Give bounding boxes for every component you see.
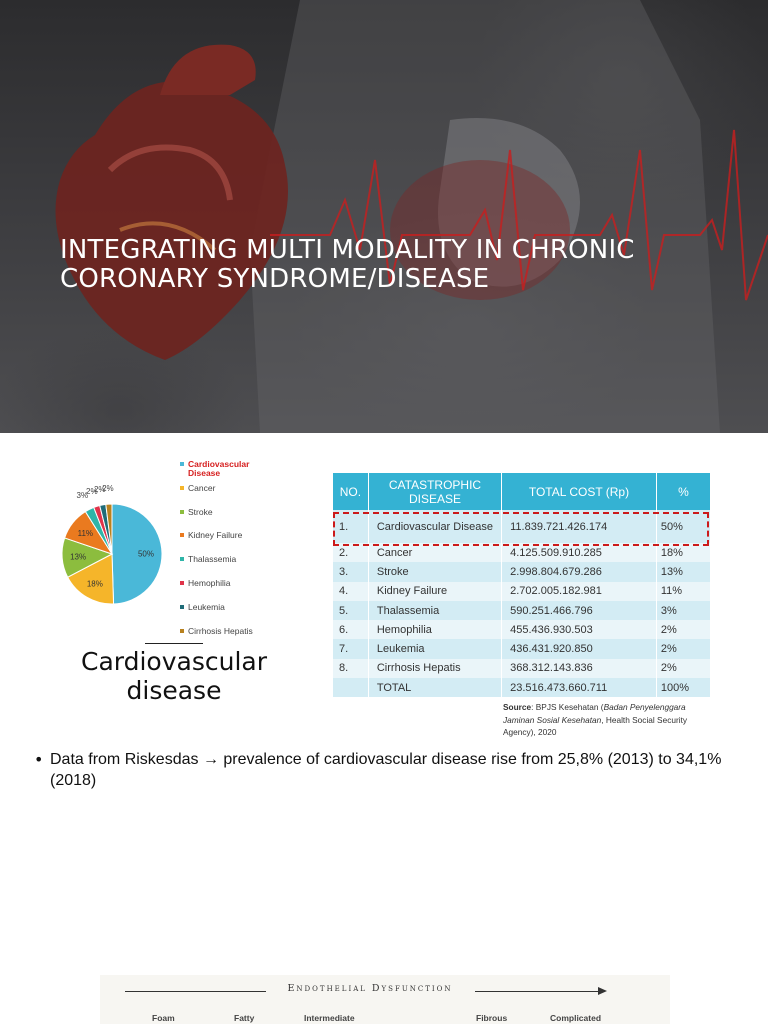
cost-table-wrapper (333, 473, 711, 697)
legend-item (180, 460, 260, 478)
legend-swatch (180, 510, 184, 514)
bullet-text: Data from Riskesdas → prevalence of cardiovascular disease rise from 25,8% (2013) to 34,1% (2018) (50, 751, 722, 789)
pie-slice-label: 2% (93, 485, 106, 495)
caption-rule (145, 643, 203, 644)
legend-item (180, 531, 242, 540)
table-row (333, 620, 711, 639)
pie-chart (0, 433, 330, 643)
legend-item (180, 603, 225, 612)
table-header-cell: TOTAL COST (Rp) (502, 473, 657, 510)
table-header-cell: CATASTROPHIC DISEASE (368, 473, 501, 510)
table-source (503, 701, 718, 739)
cost-table (333, 473, 711, 697)
slide-title: INTEGRATING MULTI MODALITY IN CHRONIC CORONARY SYNDROME/DISEASE (60, 235, 635, 294)
pie-slice-label: 11% (77, 528, 94, 538)
pie-slice-label: 50% (137, 549, 155, 559)
table-cell: Hemophilia (368, 620, 501, 639)
table-row (333, 678, 711, 697)
source-text: : BPJS Kesehatan ( (531, 702, 604, 712)
table-row (333, 562, 711, 581)
table-cell: Leukemia (368, 639, 501, 658)
stage-label: Intermediate (304, 1013, 355, 1023)
legend-swatch (180, 605, 184, 609)
pie-slice-label: 2% (86, 487, 98, 497)
table-cell: 6. (333, 620, 368, 639)
source-italic: Badan Penyelenggara Jaminan Sosial Kesehatan (503, 702, 686, 725)
table-cell: 13% (656, 562, 710, 581)
source-tail: , Health Social Security Agency), 2020 (503, 714, 688, 738)
legend-swatch (180, 486, 184, 490)
pie-slice-label: 2% (102, 484, 114, 494)
diagram-title: Endothelial Dysfunction (287, 983, 453, 994)
highlight-box (333, 512, 709, 546)
table-cell: 3% (656, 601, 710, 620)
legend-label: Stroke (188, 507, 213, 517)
table-header-cell: NO. (333, 473, 368, 510)
table-cell: 2% (656, 659, 710, 678)
table-cell: Kidney Failure (368, 582, 501, 601)
content-slide (0, 433, 768, 1024)
heart-ecg-illustration (0, 0, 768, 433)
table-cell: 50% (656, 510, 710, 543)
table-cell: Cirrhosis Hepatis (368, 659, 501, 678)
table-cell: 2% (656, 620, 710, 639)
legend-item (180, 555, 236, 564)
arrow-right-icon (598, 987, 607, 995)
legend-swatch (180, 557, 184, 561)
cardiovascular-caption: Cardiovascular disease (81, 647, 267, 705)
legend-item (180, 484, 215, 493)
legend-label: Thalassemia (188, 554, 237, 564)
atherosclerosis-diagram (100, 975, 670, 1024)
table-cell: 2.702.005.182.981 (502, 582, 657, 601)
title-slide (0, 0, 768, 433)
table-row (333, 639, 711, 658)
stage-label: Foam (152, 1013, 175, 1023)
source-label: Source (503, 702, 532, 712)
stage-label: Complicated (550, 1013, 602, 1023)
table-cell: 11% (656, 582, 710, 601)
legend-swatch (180, 462, 184, 466)
legend-swatch (180, 581, 184, 585)
diagram-arrow-line (475, 991, 600, 992)
table-cell: 5. (333, 601, 368, 620)
legend-swatch (180, 629, 184, 633)
pie-slice-label: 13% (70, 552, 87, 562)
table-cell (333, 678, 368, 697)
table-row (333, 601, 711, 620)
table-row (333, 582, 711, 601)
table-cell: 2.998.804.679.286 (502, 562, 657, 581)
table-cell: 4.125.509.910.285 (502, 543, 657, 562)
table-row (333, 659, 711, 678)
bullet-icon: • (34, 750, 44, 769)
legend-label: Hemophilia (188, 578, 231, 588)
table-cell: Cancer (368, 543, 501, 562)
legend-label: Cancer (188, 483, 216, 493)
diagram-arrow-line (125, 991, 266, 992)
table-cell: 2% (656, 639, 710, 658)
table-header-row (333, 473, 711, 510)
legend-label: Cardiovascular Disease (188, 459, 250, 478)
table-cell: 100% (656, 678, 710, 697)
stage-label: Fibrous (476, 1013, 508, 1023)
table-cell: 368.312.143.836 (502, 659, 657, 678)
table-cell: 23.516.473.660.711 (502, 678, 657, 697)
legend-item (180, 579, 231, 588)
table-cell: 436.431.920.850 (502, 639, 657, 658)
legend-item (180, 508, 213, 517)
table-cell: 8. (333, 659, 368, 678)
table-cell: 1. (333, 510, 368, 543)
stage-label: Fatty (234, 1013, 255, 1023)
legend-swatch (180, 533, 184, 537)
legend-label: Leukemia (188, 602, 225, 612)
heart-icon (56, 81, 289, 360)
table-cell: 11.839.721.426.174 (502, 510, 657, 543)
table-cell: 3. (333, 562, 368, 581)
table-cell: 18% (656, 543, 710, 562)
pie-slice-label: 18% (86, 579, 103, 589)
table-cell: Thalassemia (368, 601, 501, 620)
bullet-item (34, 749, 724, 791)
table-cell: 7. (333, 639, 368, 658)
legend-label: Cirrhosis Hepatis (188, 626, 253, 636)
table-cell: 590.251.466.796 (502, 601, 657, 620)
legend-label: Kidney Failure (188, 530, 243, 540)
table-header-cell: % (656, 473, 710, 510)
table-cell: Cardiovascular Disease (368, 510, 501, 543)
legend-item (180, 627, 253, 636)
table-cell: Stroke (368, 562, 501, 581)
table-cell: TOTAL (368, 678, 501, 697)
table-cell: 4. (333, 582, 368, 601)
pie-slice-label: 3% (76, 491, 89, 501)
table-cell: 2. (333, 543, 368, 562)
heart-aorta (160, 45, 256, 95)
table-cell: 455.436.930.503 (502, 620, 657, 639)
